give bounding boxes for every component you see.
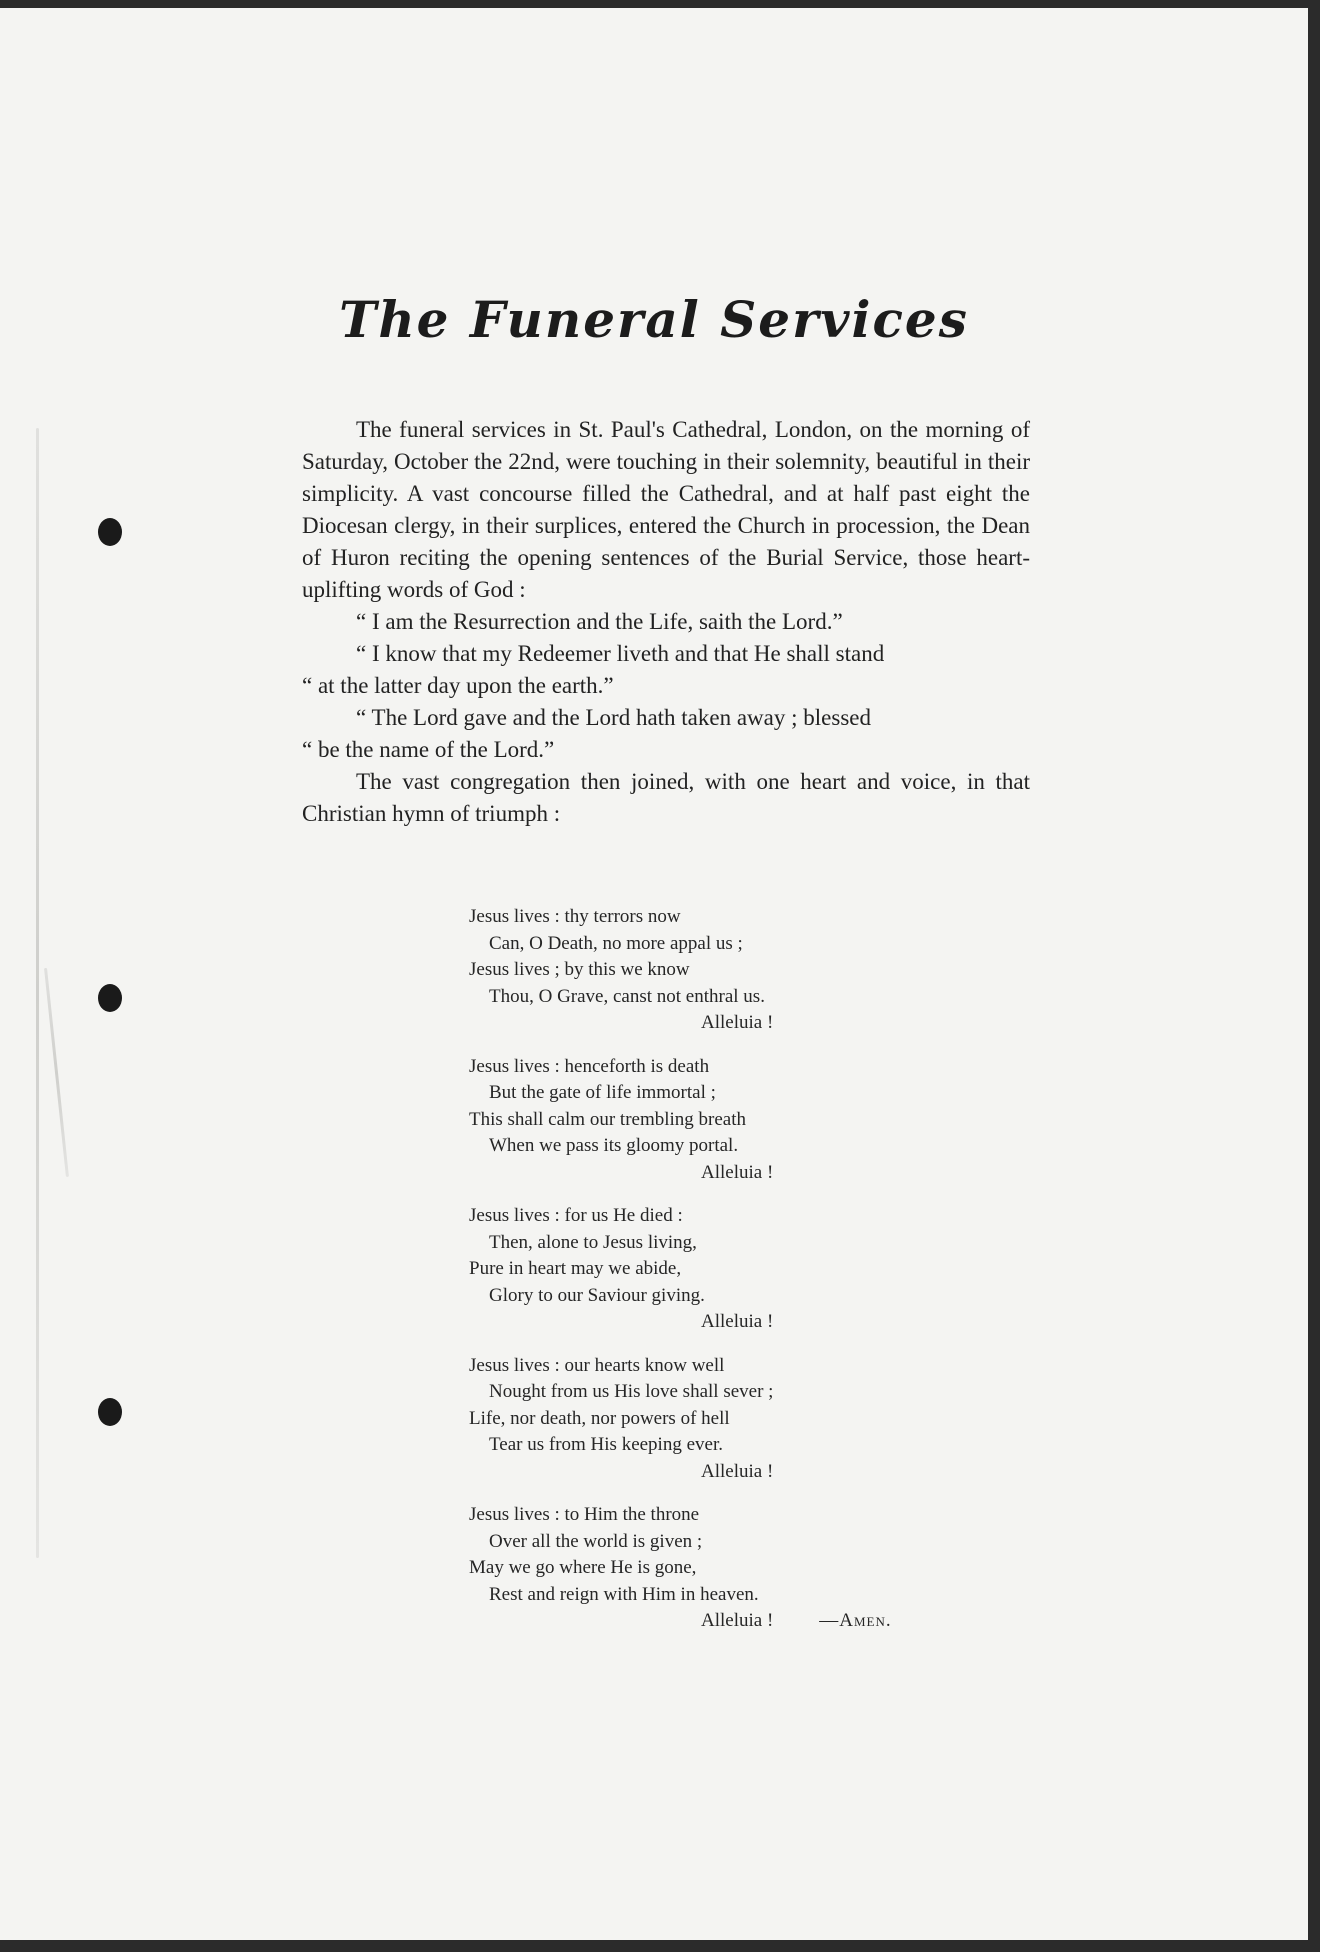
hymn-line: Can, O Death, no more appal us ; (489, 932, 743, 954)
paragraph-hymn-intro: The vast congregation then joined, with one heart and voice, in that Christian hymn of triumph : (302, 769, 1030, 826)
punch-hole-bottom (98, 1398, 122, 1426)
hymn-line: Jesus lives ; by this we know (469, 959, 690, 980)
hymn-refrain: Alleluia ! (701, 1460, 774, 1482)
hymn-line: Jesus lives : to Him the throne (469, 1504, 700, 1525)
hymn-refrain: Alleluia ! (701, 1012, 774, 1033)
hymn-line: Rest and reign with Him in heaven. (489, 1583, 759, 1605)
binding-thread (36, 428, 39, 1558)
paragraph-intro: The funeral services in St. Paul's Cathedral, London, on the morning of Saturday, October the 22nd, were touching in their solemnity, beautiful in their simplicity. A vast concourse filled the Cathedral, and at half past eight the Diocesan clergy, in their surplices, entered the Church in procession, the Dean of Huron reciting the opening sentences of the Burial Service, those heart-uplifting words of God : (302, 417, 1030, 602)
hymn-refrain: Alleluia ! (701, 1161, 774, 1183)
punch-hole-middle (98, 984, 122, 1012)
binding-thread-loose-end (44, 968, 69, 1177)
hymn-line: When we pass its gloomy portal. (489, 1135, 739, 1156)
hymn-line: Then, alone to Jesus living, (489, 1231, 697, 1253)
hymn-line: Tear us from His keeping ever. (489, 1434, 723, 1455)
hymn (469, 904, 949, 1652)
hymn-verse-3 (469, 1203, 949, 1336)
scripture-quote-redeemer-line-2: “ at the latter day upon the earth.” (302, 673, 614, 698)
hymn-line: Life, nor death, nor powers of hell (469, 1407, 730, 1429)
hymn-verse-1 (469, 904, 949, 1037)
hymn-line: Over all the world is given ; (489, 1530, 703, 1552)
scripture-quote-lord-gave-line-1: “ The Lord gave and the Lord hath taken away ; blessed (356, 705, 871, 730)
hymn-line: But the gate of life immortal ; (489, 1082, 716, 1103)
hymn-refrain-text: Alleluia ! (701, 1610, 774, 1631)
hymn-refrain-final (469, 1608, 949, 1635)
punch-hole-top (98, 518, 122, 546)
hymn-verse-4 (469, 1353, 949, 1486)
hymn-line: Glory to our Saviour giving. (489, 1284, 705, 1306)
hymn-line: Pure in heart may we abide, (469, 1258, 682, 1279)
hymn-line: Jesus lives : our hearts know well (469, 1354, 725, 1376)
hymn-line: Thou, O Grave, canst not enthral us. (489, 985, 765, 1007)
hymn-verse-2 (469, 1054, 949, 1187)
scripture-quote-resurrection: “ I am the Resurrection and the Life, saith the Lord.” (356, 609, 843, 634)
hymn-line: Jesus lives : thy terrors now (469, 906, 681, 927)
amen-signoff: —Amen. (819, 1610, 892, 1631)
document-page (0, 8, 1308, 1940)
scripture-quote-redeemer-line-1: “ I know that my Redeemer liveth and that He shall stand (356, 641, 885, 666)
scripture-quote-lord-gave-line-2: “ be the name of the Lord.” (302, 737, 555, 762)
hymn-line: Jesus lives : henceforth is death (469, 1055, 710, 1077)
hymn-line: Nought from us His love shall sever ; (489, 1381, 774, 1402)
hymn-line: Jesus lives : for us He died : (469, 1205, 683, 1226)
hymn-line: This shall calm our trembling breath (469, 1108, 747, 1130)
hymn-line: May we go where He is gone, (469, 1557, 697, 1578)
body-text (302, 414, 1030, 830)
hymn-verse-5 (469, 1502, 949, 1635)
page-title: The Funeral Services (339, 290, 969, 349)
hymn-refrain: Alleluia ! (701, 1311, 774, 1332)
